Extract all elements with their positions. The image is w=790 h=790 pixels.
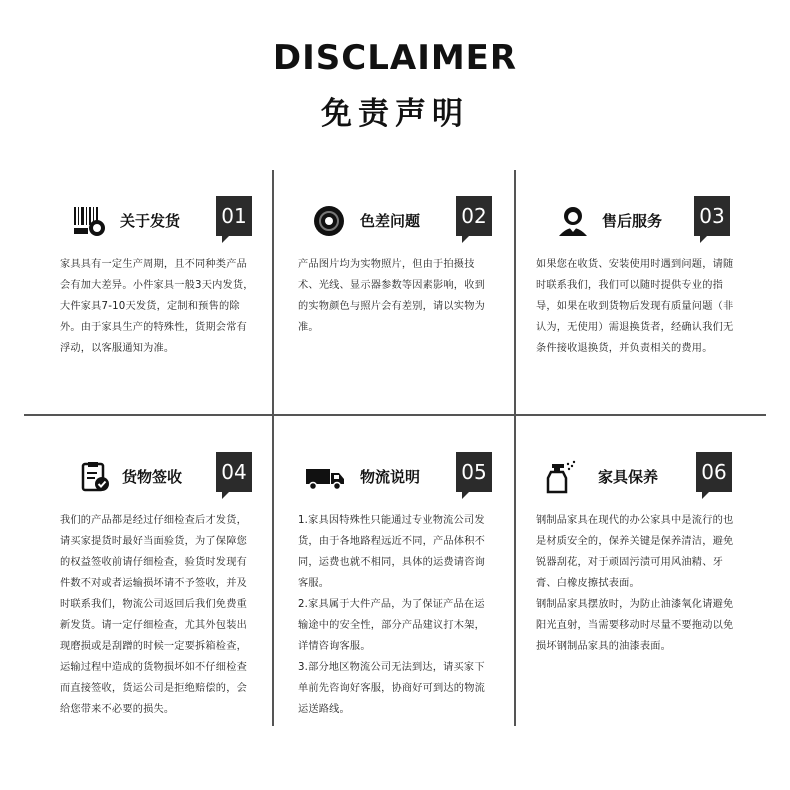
paragraph: 钢制品家具在现代的办公家具中是流行的也是材质安全的，保养关键是保养清洁，避免锐器刮花，对于顽固污渍可用风油精、牙膏、白橡皮擦拭表面。 — [536, 515, 734, 589]
paragraph: 我们的产品都是经过仔细检查后才发货，请买家提货时最好当面验货，为了保障您的权益签收前请仔细检查，验货时发现有件数不对或者运输损坏请不予签收，并及时联系我们，物流公司返回后我们免费重新发货。请一定仔细检查，尤其外包装出现磨损或是刮蹭的时候一定要拆箱检查，运输过程中造成的货物损坏如不仔细检查而直接签收，货运公司是拒绝赔偿的，会给您带来不必要的损失。 — [60, 515, 247, 715]
clipboard-check-icon — [78, 460, 112, 494]
panel-text — [298, 254, 494, 338]
disc-icon — [312, 204, 346, 238]
panel-title: 售后服务 — [602, 212, 663, 230]
panel-number-badge: 01 — [216, 196, 252, 236]
panel-text — [536, 254, 736, 359]
panel-title: 物流说明 — [360, 468, 421, 486]
barcode-icon — [72, 204, 106, 238]
panel-header — [60, 452, 256, 502]
panel-number-badge: 05 — [456, 452, 492, 492]
panel-number-badge: 02 — [456, 196, 492, 236]
paragraph: 2.家具属于大件产品，为了保证产品在运输途中的安全性，部分产品建议打木架，详情咨询客服。 — [298, 599, 485, 652]
spray-bottle-icon — [544, 460, 578, 494]
panel-number-badge: 03 — [694, 196, 730, 236]
panel-header — [298, 452, 494, 502]
panel-header — [536, 196, 736, 246]
panel-header — [60, 196, 256, 246]
panel-maintenance — [536, 452, 736, 722]
truck-icon — [304, 460, 348, 494]
panel-title: 色差问题 — [360, 212, 421, 230]
panel-number-badge: 06 — [696, 452, 732, 492]
panel-logistics — [298, 452, 494, 722]
panel-text — [60, 510, 256, 720]
panel-receipt — [60, 452, 256, 722]
panel-color-difference — [298, 196, 494, 396]
divider-vertical-left — [272, 170, 274, 726]
paragraph: 如果您在收货、安装使用时遇到问题，请随时联系我们，我们可以随时提供专业的指导，如果在收到货物后发现有质量问题（非认为，无使用）需退换货者，经确认我们无条件接收退换货，并负责相关的费用。 — [536, 259, 734, 354]
panel-text — [60, 254, 256, 359]
panel-text — [298, 510, 494, 720]
customer-service-icon — [556, 204, 590, 238]
paragraph: 家具具有一定生产周期，且不同种类产品会有加大差异。小件家具一般3天内发货，大件家具7-10天发货，定制和预售的除外。由于家具生产的特殊性，货期会常有浮动，以客服通知为准。 — [60, 259, 254, 354]
panel-shipping — [60, 196, 256, 396]
divider-horizontal — [24, 414, 766, 416]
page-title-en: DISCLAIMER — [272, 38, 518, 78]
panel-text — [536, 510, 736, 657]
divider-vertical-right — [514, 170, 516, 726]
panel-after-sales — [536, 196, 736, 396]
page-title-cn: 免责声明 — [321, 96, 469, 132]
panel-title: 货物签收 — [122, 468, 183, 486]
paragraph: 1.家具因特殊性只能通过专业物流公司发货，由于各地路程远近不同，产品体积不同，运费也就不相同，具体的运费请咨询客服。 — [298, 515, 485, 589]
paragraph: 钢制品家具摆放时，为防止油漆氧化请避免阳光直射，当需要移动时尽量不要拖动以免损坏钢制品家具的油漆表面。 — [536, 599, 734, 652]
panel-header — [298, 196, 494, 246]
paragraph: 3.部分地区物流公司无法到达，请买家下单前先咨询好客服，协商好可到达的物流运送路线。 — [298, 662, 485, 715]
paragraph: 产品图片均为实物照片，但由于拍摄技术、光线、显示器参数等因素影响，收到的实物颜色与照片会有差别，请以实物为准。 — [298, 259, 485, 333]
panel-header — [536, 452, 736, 502]
panel-title: 家具保养 — [598, 468, 659, 486]
panel-title: 关于发货 — [120, 212, 181, 230]
panel-number-badge: 04 — [216, 452, 252, 492]
